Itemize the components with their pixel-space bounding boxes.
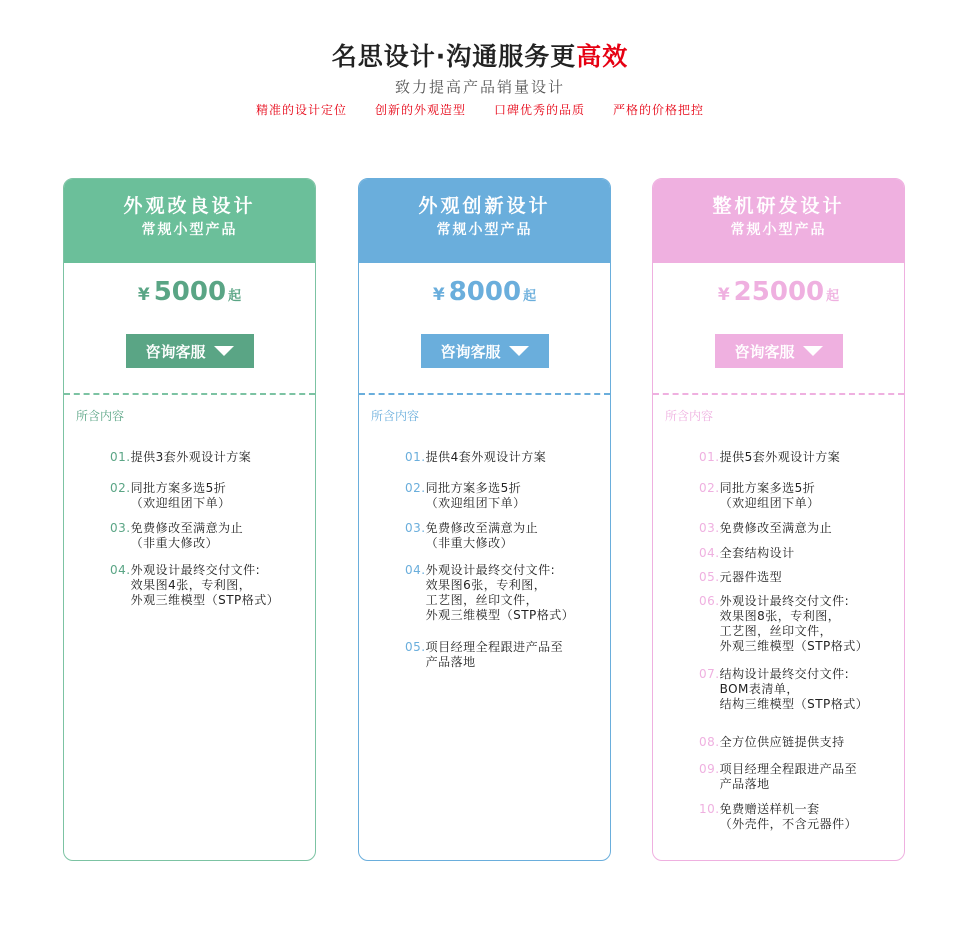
card-header [359,179,610,263]
item-number: 04. [699,546,720,560]
feature-item: 精准的设计定位 [255,103,347,117]
item-text: 提供4套外观设计方案 [425,450,547,464]
plan-price [653,277,904,312]
item-text: 免费赠送样机一套 （外壳件，不含元器件） [719,802,858,831]
item-text: 免费修改至满意为止 （非重大修改） [130,521,244,550]
item-number: 03. [110,521,131,535]
card-header [64,179,315,263]
item-text: 免费修改至满意为止 [719,521,833,535]
item-text: 全方位供应链提供支持 [719,735,845,749]
list-item [405,640,602,670]
item-text: 免费修改至满意为止 （非重大修改） [425,521,539,550]
item-number: 09. [699,762,720,776]
consult-label: 咨询客服 [440,342,501,361]
list-item [699,570,896,585]
item-number: 10. [699,802,720,816]
item-text: 同批方案多选5折 （欢迎组团下单） [719,481,820,510]
list-item [110,450,307,465]
triangle-down-icon [214,346,234,356]
item-text: 项目经理全程跟进产品至 产品落地 [719,762,858,791]
includes-label: 所含内容 [76,409,125,423]
item-text: 外观设计最终交付文件: 效果图4张，专利图， 外观三维模型（STP格式） [130,563,280,607]
plan-title: 外观创新设计 [418,195,551,217]
plan-card-full-development [652,178,905,861]
plan-subtitle: 常规小型产品 [141,222,238,238]
item-text: 同批方案多选5折 （欢迎组团下单） [425,481,526,510]
page-header [0,40,960,118]
item-text: 外观设计最终交付文件: 效果图8张，专利图， 工艺图，丝印文件， 外观三维模型（STP格式） [719,594,869,653]
item-text: 结构设计最终交付文件: BOM表清单， 结构三维模型（STP格式） [719,667,869,711]
list-item [699,802,896,832]
feature-list [0,102,960,118]
price-suffix: 起 [523,289,537,304]
plan-price [64,277,315,312]
item-text: 提供3套外观设计方案 [130,450,252,464]
currency-symbol: ¥ [432,285,445,305]
plan-card-exterior-innovation [358,178,611,861]
includes-label: 所含内容 [371,409,420,423]
item-number: 08. [699,735,720,749]
item-text: 项目经理全程跟进产品至 产品落地 [425,640,564,669]
item-number: 01. [110,450,131,464]
plan-price [359,277,610,312]
list-item [110,481,307,511]
triangle-down-icon [509,346,529,356]
item-number: 01. [699,450,720,464]
item-number: 07. [699,667,720,681]
card-header [653,179,904,263]
consult-label: 咨询客服 [734,342,795,361]
list-item [699,450,896,465]
triangle-down-icon [803,346,823,356]
item-text: 提供5套外观设计方案 [719,450,841,464]
item-number: 01. [405,450,426,464]
price-amount: 8000 [448,277,522,307]
list-item [699,521,896,536]
feature-item: 创新的外观造型 [374,103,466,117]
plan-title: 外观改良设计 [123,195,256,217]
currency-symbol: ¥ [137,285,150,305]
plan-subtitle: 常规小型产品 [436,222,533,238]
list-item [699,481,896,511]
price-suffix: 起 [228,289,242,304]
dashed-divider [359,393,610,395]
item-number: 05. [405,640,426,654]
list-item [699,667,896,712]
list-item [699,762,896,792]
item-text: 外观设计最终交付文件: 效果图6张，专利图， 工艺图，丝印文件， 外观三维模型（STP格式） [425,563,575,622]
list-item [110,563,307,608]
item-number: 06. [699,594,720,608]
item-number: 03. [405,521,426,535]
consult-button[interactable] [126,334,254,368]
item-number: 05. [699,570,720,584]
feature-items-list [359,450,610,670]
page-title [0,40,960,74]
list-item [110,521,307,551]
plan-subtitle: 常规小型产品 [730,222,827,238]
page-subtitle: 致力提高产品销量设计 [394,78,565,96]
item-number: 04. [405,563,426,577]
item-number: 04. [110,563,131,577]
item-text: 同批方案多选5折 （欢迎组团下单） [130,481,231,510]
includes-label: 所含内容 [665,409,714,423]
list-item [699,546,896,561]
plan-card-exterior-improvement [63,178,316,861]
dashed-divider [653,393,904,395]
list-item [405,450,602,465]
list-item [405,481,602,511]
list-item [405,563,602,623]
feature-items-list [653,450,904,832]
feature-item: 严格的价格把控 [613,103,705,117]
currency-symbol: ¥ [717,285,730,305]
list-item [699,594,896,654]
feature-items-list [64,450,315,608]
consult-button[interactable] [715,334,843,368]
plan-title: 整机研发设计 [712,195,845,217]
list-item [405,521,602,551]
item-number: 03. [699,521,720,535]
item-number: 02. [405,481,426,495]
item-number: 02. [110,481,131,495]
price-amount: 5000 [153,277,227,307]
item-text: 元器件选型 [719,570,783,584]
dashed-divider [64,393,315,395]
price-suffix: 起 [826,289,840,304]
item-number: 02. [699,481,720,495]
feature-item: 口碑优秀的品质 [494,103,586,117]
consult-label: 咨询客服 [145,342,206,361]
list-item [699,735,896,750]
item-text: 全套结构设计 [719,546,795,560]
title-accent: 高效 [576,42,629,71]
consult-button[interactable] [421,334,549,368]
title-main: 名思设计·沟通服务更 [331,42,577,71]
price-amount: 25000 [733,277,825,307]
